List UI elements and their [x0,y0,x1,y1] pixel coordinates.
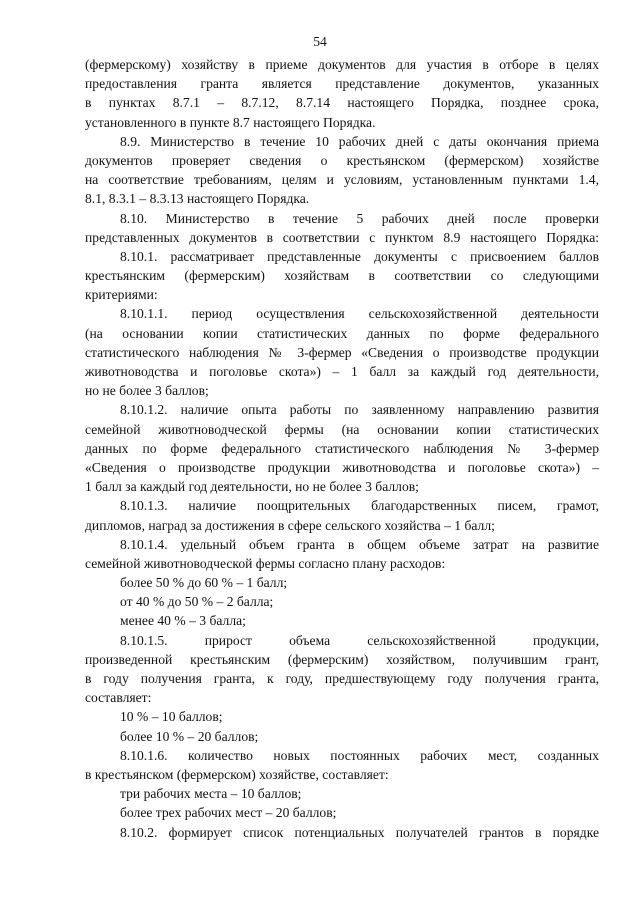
text-line: дипломов, наград за достижения в сфере сельского хозяйства – 1 балл; [85,517,495,533]
text-line: произведенной крестьянским (фермерским) хозяйством, получившим грант, [85,651,599,667]
text-line: (на основании копии статистических данных по форме федерального [85,325,599,341]
text-line: 8.10.1.6. количество новых постоянных рабочих мест, созданных [120,747,599,763]
text-line: 8.10.1.4. удельный объем гранта в общем объеме затрат на развитие [120,536,599,552]
document-body [85,55,599,842]
text-line: «Сведения о производстве продукции животноводства и поголовье скота») – [85,459,599,475]
text-line: более 10 % – 20 баллов; [120,728,259,744]
page-number: 54 [313,34,327,49]
text-line: в пунктах 8.7.1 – 8.7.12, 8.7.14 настоящего Порядка, позднее срока, [85,95,599,111]
text-line: в крестьянском (фермерском) хозяйстве, составляет: [85,766,389,782]
text-line: крестьянским (фермерским) хозяйствам в соответствии со следующими [85,268,599,284]
text-line: статистического наблюдения № 3-фермер «Сведения о производстве продукции [85,344,599,360]
text-line: на соответствие требованиям, целям и условиям, установленным пунктами 1.4, [85,172,599,188]
text-line: семейной животноводческой фермы (на основании копии статистических [85,421,599,437]
text-line: животноводства и поголовье скота») – 1 балл за каждый год деятельности, [85,364,599,379]
text-line: более трех рабочих мест – 20 баллов; [120,805,337,821]
text-line: в году получения гранта, к году, предшествующему году получения гранта, [85,671,599,686]
text-line: 8.10.1.5. прирост объема сельскохозяйственной продукции, [120,632,599,648]
text-line: более 50 % до 60 % – 1 балл; [120,575,288,591]
text-line: 8.1, 8.3.1 – 8.3.13 настоящего Порядка. [85,191,310,207]
text-line: 8.10.1.3. наличие поощрительных благодарственных писем, грамот, [120,498,599,514]
text-line: менее 40 % – 3 балла; [120,613,246,629]
text-line: установленного в пункте 8.7 настоящего Порядка. [85,114,376,130]
text-line: (фермерскому) хозяйству в приеме документов для участия в отборе в целях [85,57,599,72]
text-line: 8.9. Министерство в течение 10 рабочих дней с даты окончания приема [120,133,599,149]
text-line: три рабочих места – 10 баллов; [120,786,302,802]
text-line: от 40 % до 50 % – 2 балла; [120,594,274,610]
text-line: критериями: [85,287,158,303]
text-line: данных по форме федерального статистического наблюдения № 3-фермер [85,440,599,456]
text-line: 1 балл за каждый год деятельности, но не более 3 баллов; [85,479,419,495]
text-line: 8.10.1.2. наличие опыта работы по заявленному направлению развития [120,402,599,418]
text-line: 10 % – 10 баллов; [120,709,223,725]
text-line: представленных документов в соответствии с пунктом 8.9 настоящего Порядка: [85,229,599,245]
text-line: но не более 3 баллов; [85,383,209,399]
text-line: составляет: [85,690,152,706]
text-line: 8.10.1. рассматривает представленные документы с присвоением баллов [120,248,599,264]
text-line: 8.10.1.1. период осуществления сельскохозяйственной деятельности [120,306,599,322]
text-line: 8.10. Министерство в течение 5 рабочих дней после проверки [120,210,599,226]
text-line: документов проверяет сведения о крестьянском (фермерском) хозяйстве [85,152,599,168]
text-line: 8.10.2. формирует список потенциальных получателей грантов в порядке [120,824,599,840]
text-line: семейной животноводческой фермы согласно плану расходов: [85,555,446,571]
text-line: предоставления гранта является представление документов, указанных [85,76,599,92]
